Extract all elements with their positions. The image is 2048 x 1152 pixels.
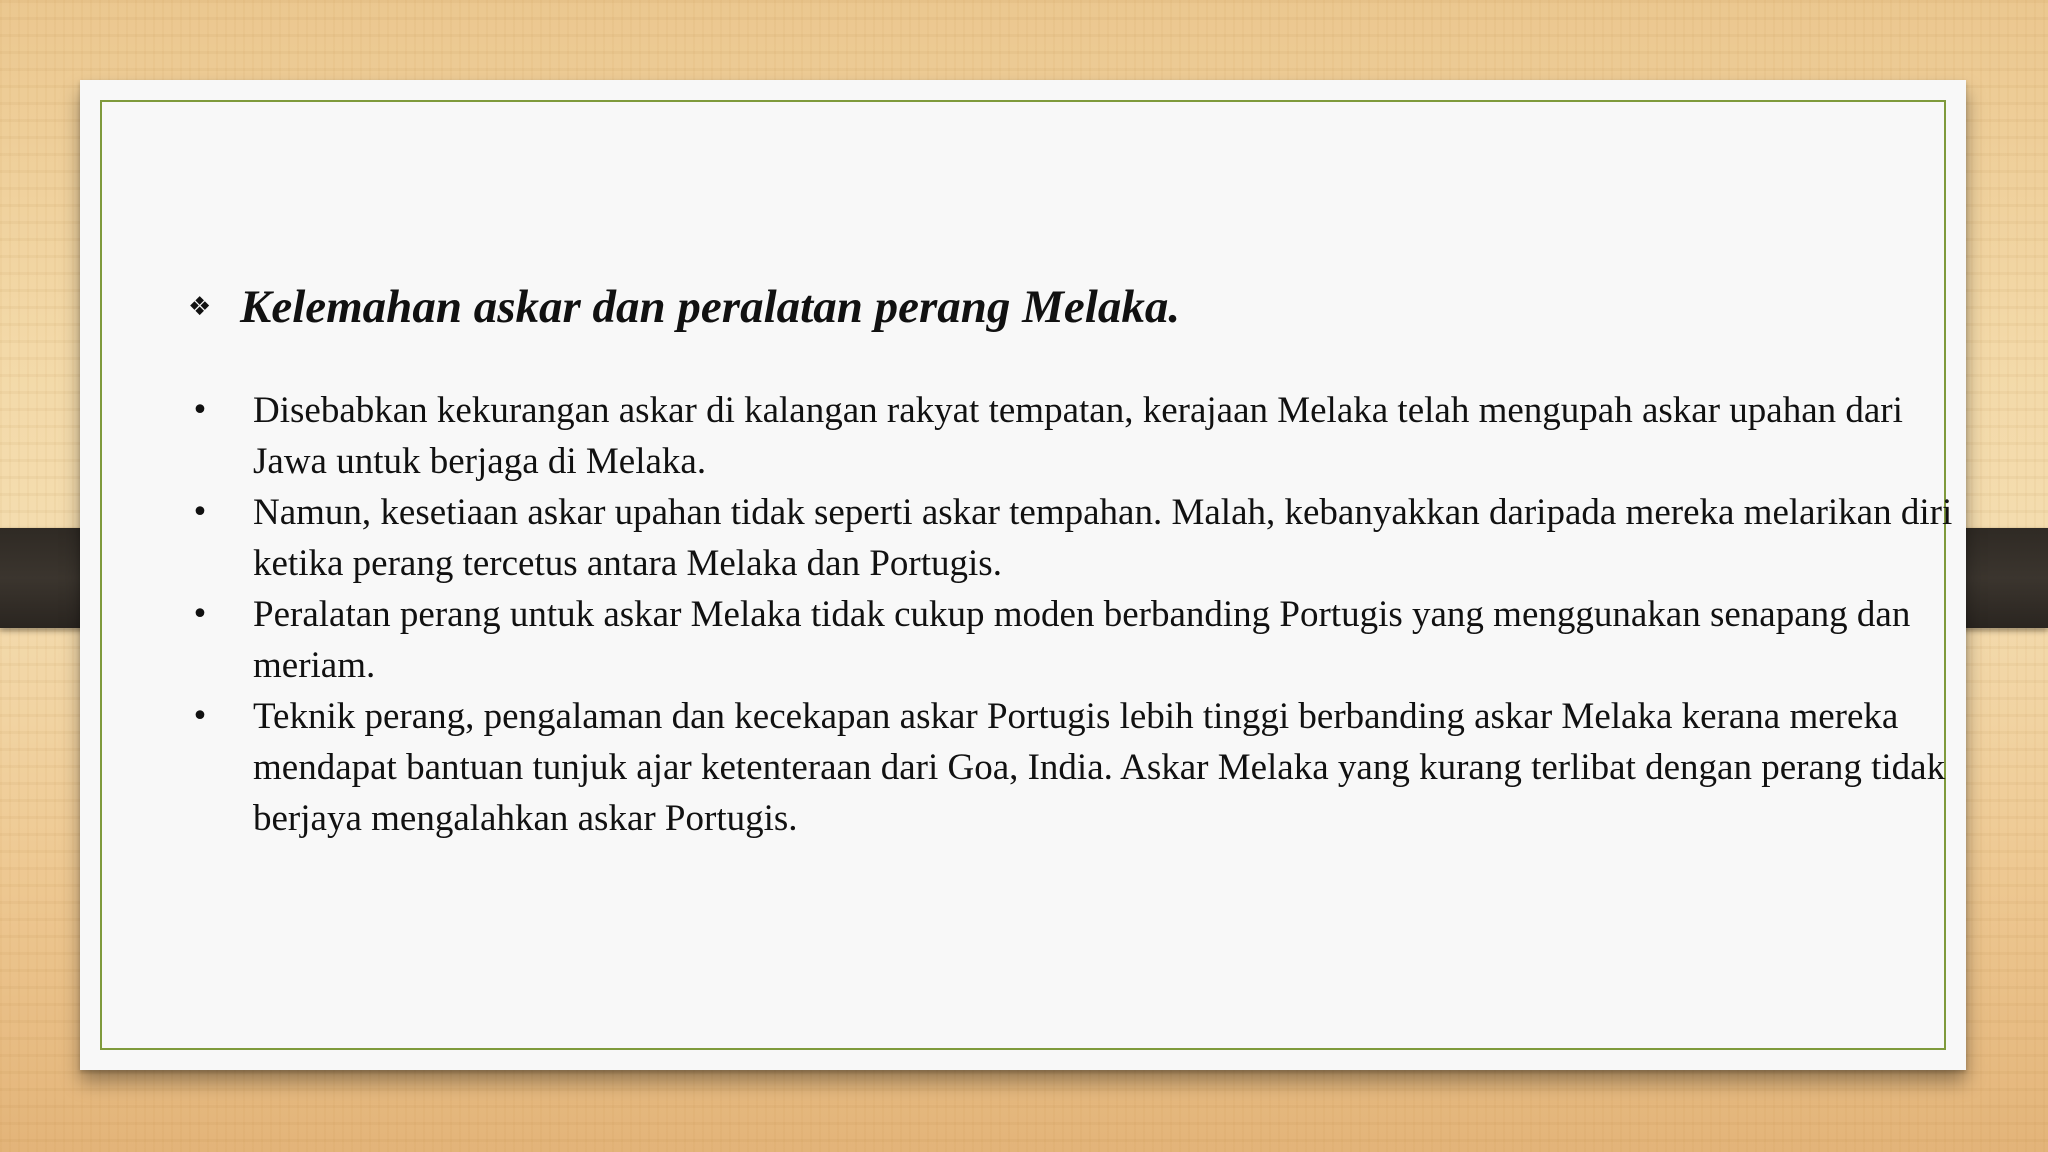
bullet-icon: • — [191, 393, 209, 428]
slide-card — [80, 80, 1966, 1070]
list-item-text: Teknik perang, pengalaman dan kecekapan askar Portugis lebih tinggi berbanding askar Melaka kerana mereka mendapat bantuan tunjuk ajar ketenteraan dari Goa, India. Askar Melaka yang kurang terlibat dengan perang tidak berjaya mengalahkan askar Portugis. — [253, 696, 1946, 839]
list-item — [180, 691, 1960, 844]
list-item — [180, 589, 1960, 691]
list-item — [180, 385, 1960, 487]
list-item-text: Disebabkan kekurangan askar di kalangan rakyat tempatan, kerajaan Melaka telah mengupah askar upahan dari Jawa untuk berjaga di Melaka. — [253, 390, 1903, 482]
bullet-icon: • — [191, 699, 209, 734]
list-item — [180, 487, 1960, 589]
bullet-icon: • — [191, 597, 209, 632]
diamond-bullet-icon: ❖ — [188, 292, 212, 322]
slide-heading — [188, 280, 1180, 334]
list-item-text: Peralatan perang untuk askar Melaka tidak cukup moden berbanding Portugis yang menggunakan senapang dan meriam. — [253, 594, 1911, 686]
bullet-icon: • — [191, 495, 209, 530]
list-item-text: Namun, kesetiaan askar upahan tidak seperti askar tempahan. Malah, kebanyakkan daripada mereka melarikan diri ketika perang tercetus antara Melaka dan Portugis. — [253, 492, 1953, 584]
heading-text: Kelemahan askar dan peralatan perang Melaka. — [240, 281, 1181, 333]
bullet-list — [180, 385, 1960, 844]
